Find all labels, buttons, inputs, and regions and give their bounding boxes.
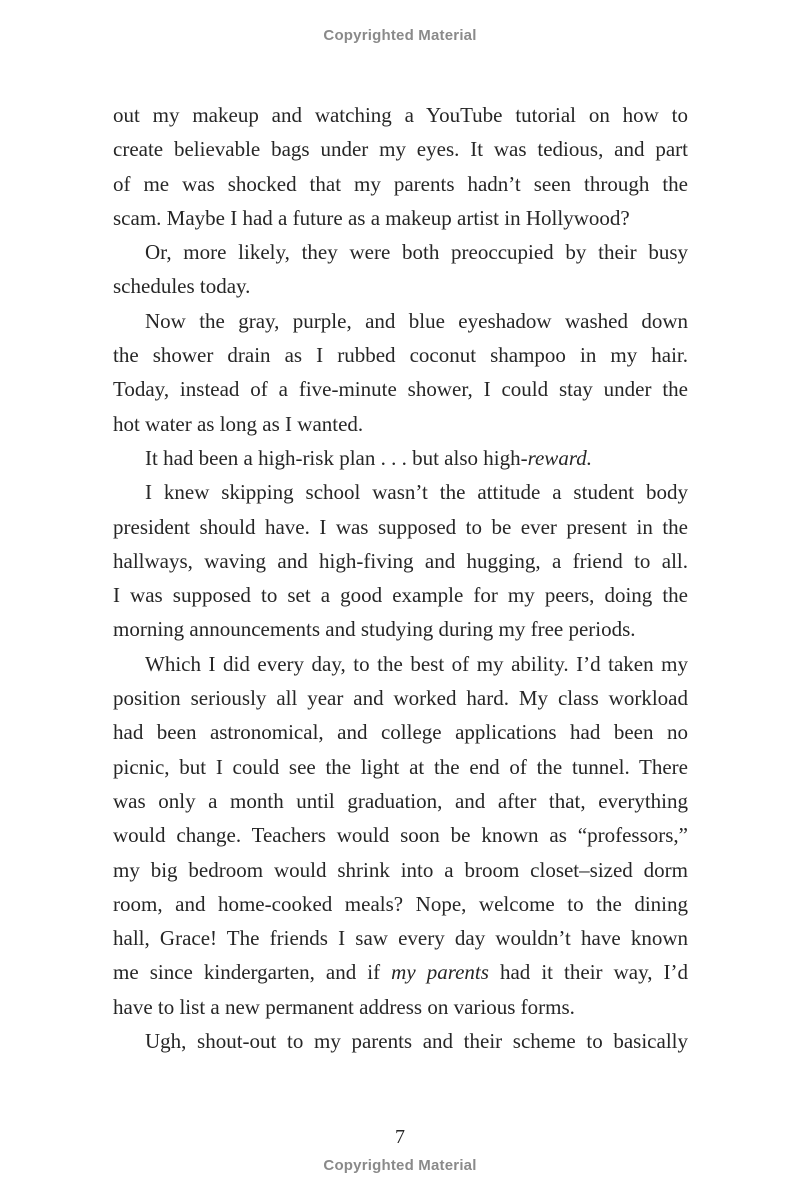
text-line bbox=[113, 338, 688, 372]
text-line bbox=[113, 750, 688, 784]
text-line bbox=[113, 304, 688, 338]
text-run: room, and home-cooked meals? Nope, welcome to the dining bbox=[113, 891, 688, 916]
copyright-watermark-bottom: Copyrighted Material bbox=[323, 1157, 477, 1174]
text-run: Ugh, shout-out to my parents and their scheme to basically bbox=[145, 1029, 688, 1054]
text-line bbox=[113, 372, 688, 406]
page-body-text bbox=[113, 98, 688, 1058]
text-run: schedules today. bbox=[113, 274, 251, 299]
text-run: of me was shocked that my parents hadn’t seen through the bbox=[113, 171, 688, 196]
text-line bbox=[113, 818, 688, 852]
text-line bbox=[113, 612, 688, 646]
text-line bbox=[113, 853, 688, 887]
text-run: was only a month until graduation, and after that, everything bbox=[113, 788, 688, 813]
text-run: out my makeup and watching a YouTube tutorial on how to bbox=[113, 103, 688, 127]
page-number: 7 bbox=[395, 1126, 405, 1148]
text-line bbox=[113, 1024, 688, 1058]
text-run: I was supposed to set a good example for my peers, doing the bbox=[113, 583, 688, 608]
text-run: had it their way, I’d bbox=[488, 960, 688, 985]
text-run: the shower drain as I rubbed coconut shampoo in my hair. bbox=[113, 343, 688, 368]
text-line bbox=[113, 510, 688, 544]
text-line bbox=[113, 784, 688, 818]
text-line bbox=[113, 647, 688, 681]
text-run: morning announcements and studying during my free periods. bbox=[113, 617, 636, 642]
text-line bbox=[113, 544, 688, 578]
text-line bbox=[113, 681, 688, 715]
text-run: Now the gray, purple, and blue eyeshadow washed down bbox=[145, 308, 688, 333]
text-run: create believable bags under my eyes. It was tedious, and part bbox=[113, 137, 688, 162]
text-run: Today, instead of a five-minute shower, I could stay under the bbox=[113, 377, 688, 402]
text-run: scam. Maybe I had a future as a makeup artist in Hollywood? bbox=[113, 205, 630, 230]
text-run: hot water as long as I wanted. bbox=[113, 411, 364, 436]
text-line bbox=[113, 441, 688, 475]
text-line bbox=[113, 98, 688, 132]
text-run: hallways, waving and high-fiving and hugging, a friend to all. bbox=[113, 548, 688, 573]
text-run: Which I did every day, to the best of my ability. I’d taken my bbox=[145, 651, 688, 676]
text-line bbox=[113, 201, 688, 235]
text-run: hall, Grace! The friends I saw every day wouldn’t have known bbox=[113, 926, 688, 951]
text-run: I knew skipping school wasn’t the attitude a student body bbox=[145, 480, 688, 505]
text-line bbox=[113, 235, 688, 269]
italic-text-run: my parents bbox=[391, 960, 489, 985]
text-line bbox=[113, 167, 688, 201]
text-run: my big bedroom would shrink into a broom closet–sized dorm bbox=[113, 857, 688, 882]
text-run: Or, more likely, they were both preoccupied by their busy bbox=[145, 240, 688, 265]
text-line bbox=[113, 887, 688, 921]
text-run: had been astronomical, and college applications had been no bbox=[113, 720, 688, 745]
text-line bbox=[113, 955, 688, 989]
italic-text-run: reward. bbox=[527, 445, 592, 470]
text-line bbox=[113, 921, 688, 955]
text-run: picnic, but I could see the light at the end of the tunnel. There bbox=[113, 754, 688, 779]
text-line bbox=[113, 269, 688, 303]
text-line bbox=[113, 407, 688, 441]
copyright-watermark-top: Copyrighted Material bbox=[323, 27, 477, 44]
text-run: have to list a new permanent address on various forms. bbox=[113, 994, 575, 1019]
text-run: me since kindergarten, and if bbox=[113, 960, 392, 985]
text-run: would change. Teachers would soon be known as “professors,” bbox=[113, 823, 688, 848]
text-run: It had been a high-risk plan . . . but also high- bbox=[145, 445, 528, 470]
text-line bbox=[113, 578, 688, 612]
text-line bbox=[113, 715, 688, 749]
text-run: position seriously all year and worked hard. My class workload bbox=[113, 686, 688, 711]
text-line bbox=[113, 990, 688, 1024]
text-line bbox=[113, 475, 688, 509]
text-run: president should have. I was supposed to be ever present in the bbox=[113, 514, 688, 539]
text-line bbox=[113, 132, 688, 166]
